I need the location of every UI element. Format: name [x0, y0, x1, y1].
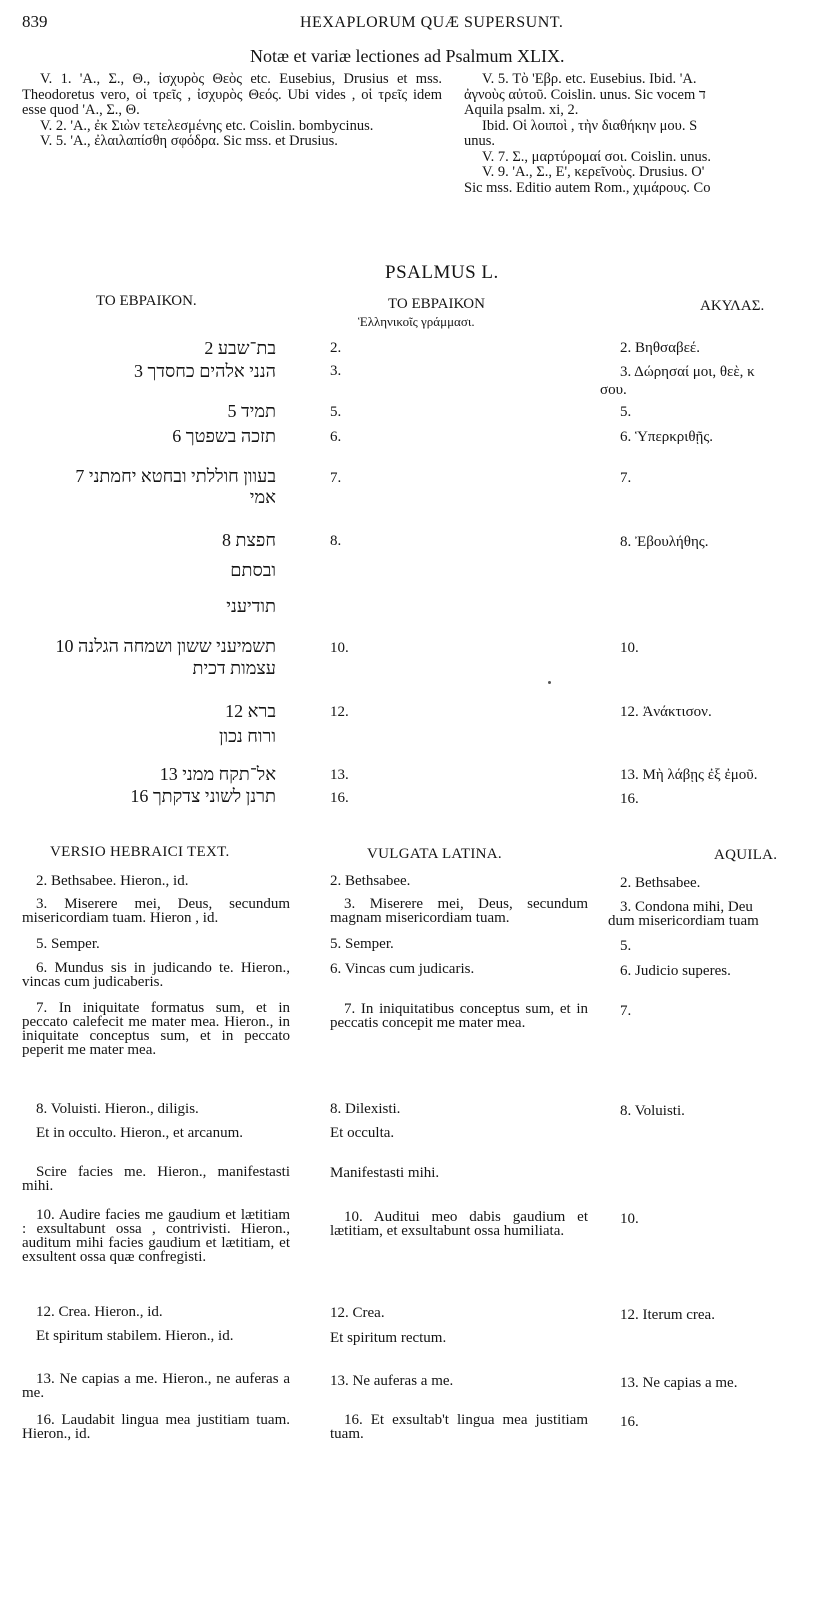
versio-hebraici-verse: 7. In iniquitate formatus sum, et in peccato calefecit me mater mea. Hieron., in iniquitate conceptus sum, et in peccato peperit me mater mea. [22, 1000, 290, 1058]
vulgata-latina-header: VULGATA LATINA. [367, 846, 502, 862]
aquila-latin-verse: 13. Ne capias a me. [620, 1376, 738, 1390]
aquila-greek-verse: 2. Βηθσαβεέ. [620, 340, 700, 356]
vulgata-verse: 7. In iniquitatibus conceptus sum, et in peccatis concepit me mater mea. [330, 1001, 588, 1031]
hebrew-verse: אל־תקח ממני 13 [159, 764, 276, 784]
vulgata-verse: 6. Vincas cum judicaris. [330, 961, 475, 977]
psalm-title: PSALMUS L. [385, 262, 499, 283]
versio-hebraici-verse: 13. Ne capias a me. Hieron., ne auferas a me. [22, 1371, 290, 1401]
hebrew-verse: ברא 12 [225, 701, 276, 721]
aquila-greek-verse-continuation: σου. [600, 382, 627, 398]
aquila-latin-verse: 16. [620, 1415, 639, 1429]
vulgata-verse: Manifestasti mihi. [330, 1165, 440, 1181]
note-paragraph: V. 1. 'Α., Σ., Θ., ἰσχυρὸς Θεὸς etc. Eusebius, Drusius et mss. Theodoretus vero, οἱ τρεῖς , ἰσχυρὸς Θεός. Ubi vides , οἱ τρεῖς idem esse quod 'Α., Σ., Θ. [22, 71, 442, 118]
vulgata-verse: 2. Bethsabee. [330, 873, 411, 889]
hebrew-verse: תרנן לשוני צדקתך 16 [130, 786, 276, 806]
verse-number: 10. [330, 640, 349, 656]
verse-number: 6. [330, 429, 342, 445]
aquila-latin-verse: 7. [620, 1004, 632, 1018]
hebrew-verse-continuation: עצמות דכית [192, 658, 276, 678]
verse-number: 7. [330, 470, 342, 486]
note-line: V. 5. Τὸ 'Εβρ. etc. Eusebius. Ibid. 'Α. [482, 72, 697, 87]
aquila-latin-header: AQUILA. [714, 847, 778, 863]
versio-hebraici-verse: 3. Miserere mei, Deus, secundum misericordiam tuam. Hieron , id. [22, 896, 290, 926]
hebrew-verse-continuation: ורוח נכון [218, 726, 276, 746]
page-number: 839 [22, 12, 48, 31]
hebrew-verse: תמיד 5 [227, 401, 276, 421]
hebrew-verse-continuation: ובסתם [230, 560, 276, 580]
vulgata-verse: Et spiritum rectum. [330, 1330, 447, 1346]
aquila-latin-verse-continuation: dum misericordiam tuam [608, 914, 759, 928]
verse-number: 13. [330, 767, 349, 783]
versio-hebraici-verse: 8. Voluisti. Hieron., diligis. [36, 1101, 199, 1117]
aquila-latin-verse: 8. Voluisti. [620, 1104, 685, 1118]
verse-number: 3. [330, 363, 342, 379]
aquila-latin-verse: 5. [620, 939, 632, 953]
versio-hebraici-verse: 12. Crea. Hieron., id. [36, 1304, 163, 1320]
verse-number: 12. [330, 704, 349, 720]
versio-hebraici-verse: 10. Audire facies me gaudium et lætitiam : exsultabunt ossa , contrivisti. Hieron., auditum mihi facies gaudium et lætitiam, et exsultent ossa quæ confregisti. [22, 1207, 290, 1265]
note-line: unus. [464, 133, 496, 149]
note-line: Sic mss. Editio autem Rom., χιμάρους. Co [464, 179, 711, 196]
notes-right-column [464, 72, 818, 196]
greek-letters-column-header: ΤΟ ΕΒΡΑΙΚΟΝ [388, 296, 485, 312]
aquila-greek-verse: 13. Μὴ λάβῃς ἐξ ἐμοῦ. [620, 767, 758, 783]
versio-hebraici-verse: 6. Mundus sis in judicando te. Hieron., vincas cum judicaberis. [22, 960, 290, 990]
hebrew-verse: הנני אלהים כחסדך 3 [134, 361, 276, 381]
verse-number: 8. [330, 533, 342, 549]
aquila-latin-verse: 12. Iterum crea. [620, 1308, 715, 1322]
aquila-greek-verse: 3. Δώρησαί μοι, θεὲ, κ [620, 364, 755, 380]
vulgata-verse: 12. Crea. [330, 1305, 385, 1321]
verse-number: 2. [330, 340, 342, 356]
versio-hebraici-verse: 5. Semper. [36, 936, 100, 952]
running-head: HEXAPLORUM QUÆ SUPERSUNT. [300, 14, 564, 31]
versio-hebraici-verse: Et spiritum stabilem. Hieron., id. [36, 1328, 234, 1344]
hebrew-verse: חפצת 8 [222, 530, 276, 550]
versio-hebraici-verse: 2. Bethsabee. Hieron., id. [36, 873, 189, 889]
aquila-greek-verse: 8. Ἐβουλήθης. [620, 534, 709, 550]
vulgata-verse: 16. Et exsultab't lingua mea justitiam tuam. [330, 1412, 588, 1442]
notes-left-column [22, 72, 442, 150]
aquila-greek-verse: 12. Ἀνάκτισον. [620, 704, 712, 720]
greek-letters-subheader: Ἑλληνικοῖς γράμμασι. [358, 314, 475, 329]
vulgata-verse: 13. Ne auferas a me. [330, 1373, 454, 1389]
vulgata-verse: 3. Miserere mei, Deus, secundum magnam misericordiam tuam. [330, 896, 588, 926]
versio-hebraici-header: VERSIO HEBRAICI TEXT. [50, 844, 230, 860]
verse-number: 16. [330, 790, 349, 806]
versio-hebraici-verse: Scire facies me. Hieron., manifestasti mihi. [22, 1164, 290, 1194]
vulgata-verse: 10. Auditui meo dabis gaudium et lætitiam, et exsultabunt ossa humiliata. [330, 1209, 588, 1239]
versio-hebraici-verse: Et in occulto. Hieron., et arcanum. [36, 1125, 244, 1141]
aquila-latin-verse: 6. Judicio superes. [620, 964, 731, 978]
note-line: Aquila psalm. xi, 2. [464, 102, 579, 118]
stray-dot [548, 681, 551, 684]
aquila-greek-verse: 10. [620, 640, 639, 656]
hebrew-verse-continuation: תודיעני [226, 596, 276, 616]
note-line: ἀγνοὺς αὐτοῦ. Coislin. unus. Sic vocem ד [464, 86, 706, 103]
vulgata-verse: 8. Dilexisti. [330, 1101, 401, 1117]
versio-hebraici-verse: 16. Laudabit lingua mea justitiam tuam. Hieron., id. [22, 1412, 290, 1442]
hebrew-verse-continuation: אמי [249, 487, 276, 507]
note-line: V. 7. Σ., μαρτύρομαί σοι. Coislin. unus. [482, 148, 712, 165]
note-line: V. 9. 'Α., Σ., Ε', κερεῖνοὺς. Drusius. Ο' [482, 164, 705, 180]
notes-title: Notæ et variæ lectiones ad Psalmum XLIX. [250, 46, 565, 66]
hebrew-verse: תשמיעני ששון ושמחה הגלנה 10 [55, 636, 276, 656]
vulgata-verse: Et occulta. [330, 1125, 395, 1141]
hebrew-column-header: ΤΟ ΕΒΡΑΙΚΟΝ. [96, 293, 197, 309]
vulgata-verse: 5. Semper. [330, 936, 394, 952]
hebrew-verse: בעוון חוללתי ובחטא יחמתני 7 [75, 466, 276, 486]
aquila-greek-column-header: ΑΚΥΛΑΣ. [700, 298, 765, 314]
aquila-greek-verse: 7. [620, 470, 632, 486]
aquila-greek-verse: 16. [620, 791, 639, 807]
aquila-latin-verse: 3. Condona mihi, Deu [620, 900, 753, 914]
hebrew-verse: בת־שבע 2 [204, 338, 276, 358]
note-paragraph: V. 5. 'Α., ἐλαιλαπίσθη σφόδρα. Sic mss. et Drusius. [40, 133, 338, 149]
note-paragraph: V. 2. 'Α., ἐκ Σιὼν τετελεσμένης etc. Coislin. bombycinus. [40, 117, 374, 134]
aquila-latin-verse: 10. [620, 1212, 639, 1226]
aquila-greek-verse: 5. [620, 404, 632, 420]
hebrew-verse: תזכה בשפטך 6 [172, 426, 276, 446]
aquila-greek-verse: 6. Ὑπερκριθῇς. [620, 429, 714, 445]
verse-number: 5. [330, 404, 342, 420]
note-line: Ibid. Οἱ λοιποὶ , τὴν διαθήκην μου. S [482, 117, 698, 134]
aquila-latin-verse: 2. Bethsabee. [620, 876, 701, 890]
